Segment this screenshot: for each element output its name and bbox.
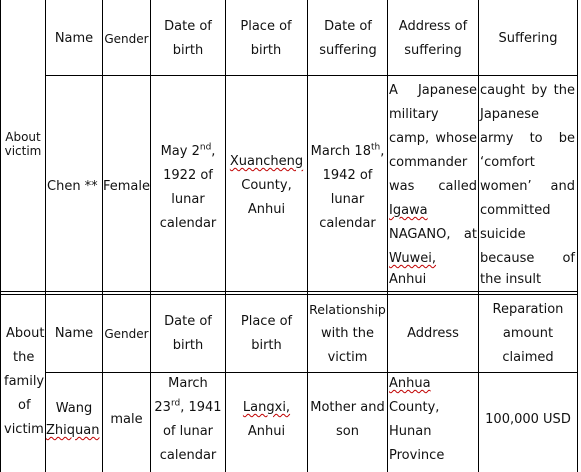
family-header-address: Address [407, 326, 459, 341]
victim-suffering-line: ‘comfort [480, 155, 535, 170]
header-suffering: Suffering [498, 31, 558, 46]
header-address-of-suffering: Address of suffering [398, 19, 468, 58]
family-address-line: Hunan [389, 424, 432, 439]
victim-suffering-line: Japanese [480, 107, 540, 122]
victim-suffering-line: committed [480, 203, 551, 218]
family-header-reparation: claimed [502, 350, 554, 365]
victim-name: Chen ** [47, 179, 98, 194]
family-header-relationship: with the [320, 326, 375, 341]
family-header-pob: Place of [240, 314, 293, 329]
section-divider [0, 294, 578, 295]
table-border-right [577, 0, 578, 472]
victim-gender: Female [103, 179, 151, 194]
victim-address-line: NAGANO, at [389, 227, 477, 242]
header-divider [45, 372, 578, 373]
victim-address-line: commander [389, 155, 468, 170]
victim-address-line: was called [389, 179, 477, 194]
victim-suffering-line: army to be [480, 131, 575, 146]
family-dob-line: of lunar [162, 424, 214, 439]
victim-address-line: camp, whose [389, 131, 477, 146]
family-dob-line: March [168, 376, 208, 391]
family-header-relationship: victim [327, 350, 368, 365]
family-relationship: Mother and [310, 400, 385, 415]
victim-row-label: About victim [4, 130, 42, 158]
victim-suffering-line: caught by the [480, 83, 575, 98]
victim-address-line: A Japanese [389, 83, 477, 98]
family-header-dob: birth [172, 338, 204, 353]
family-relationship: son [336, 424, 359, 439]
column-divider [102, 0, 103, 472]
victim-address-line: Igawa [389, 203, 428, 218]
victim-dob-line: lunar [171, 192, 205, 207]
family-pob-line: Anhui [247, 424, 286, 439]
family-label-line: family [4, 374, 45, 389]
victim-pob-line: Anhui [247, 202, 286, 217]
victim-dos-line: March 18th, [310, 142, 385, 159]
victim-suffering-line: because of [480, 251, 575, 266]
family-gender: male [110, 412, 143, 427]
family-reparation-amount: 100,000 USD [485, 412, 571, 427]
family-label-line: the [13, 350, 35, 365]
victim-suffering-line: suicide [480, 227, 526, 242]
family-header-pob: birth [251, 338, 282, 353]
family-address-line: County, [389, 400, 440, 415]
victim-dos-line: 1942 of [322, 168, 373, 183]
header-date-of-suffering: Date of suffering [319, 19, 377, 58]
family-header-relationship: Relationship [309, 302, 386, 317]
family-pob-line: Langxi, [242, 400, 291, 415]
family-dob-line: 23rd, 1941 [154, 398, 222, 415]
family-address-line: Province [389, 448, 445, 463]
family-label-line: of [18, 398, 31, 413]
family-header-name: Name [54, 326, 94, 341]
family-dob-line: calendar [159, 448, 217, 463]
victim-dob-line: 1922 of [163, 168, 213, 183]
victim-suffering-line: the insult [480, 272, 542, 287]
victim-suffering-line: women’ and [480, 179, 575, 194]
family-name: Zhiquan [46, 423, 100, 438]
victim-dos-line: calendar [319, 216, 376, 231]
family-header-reparation: amount [502, 326, 554, 341]
family-header-gender: Gender [104, 327, 149, 341]
victim-dos-line: lunar [330, 192, 365, 207]
table-border-left [0, 0, 1, 472]
victim-address-line: military [389, 107, 439, 122]
header-date-of-birth: Date of birth [164, 19, 212, 58]
victim-dob-line: May 2nd, [160, 142, 216, 159]
header-divider [45, 75, 578, 76]
victim-pob-line: County, [241, 178, 292, 193]
family-header-dob: Date of [164, 314, 212, 329]
victim-address-line: Anhui [389, 272, 427, 287]
family-address-line: Anhua [389, 376, 431, 391]
header-name: Name [54, 31, 94, 46]
victim-address-line: Wuwei, [389, 251, 437, 266]
victim-pob-line: Xuancheng [229, 154, 304, 169]
family-name: Wang [55, 401, 93, 416]
header-gender: Gender [104, 32, 149, 46]
victim-dob-line: calendar [159, 216, 217, 231]
family-label-line: About [6, 326, 45, 341]
family-header-reparation: Reparation [492, 302, 564, 317]
family-label-line: victim [4, 422, 44, 437]
column-divider [478, 0, 479, 472]
column-divider [387, 0, 388, 472]
header-place-of-birth: Place of birth [240, 19, 292, 58]
